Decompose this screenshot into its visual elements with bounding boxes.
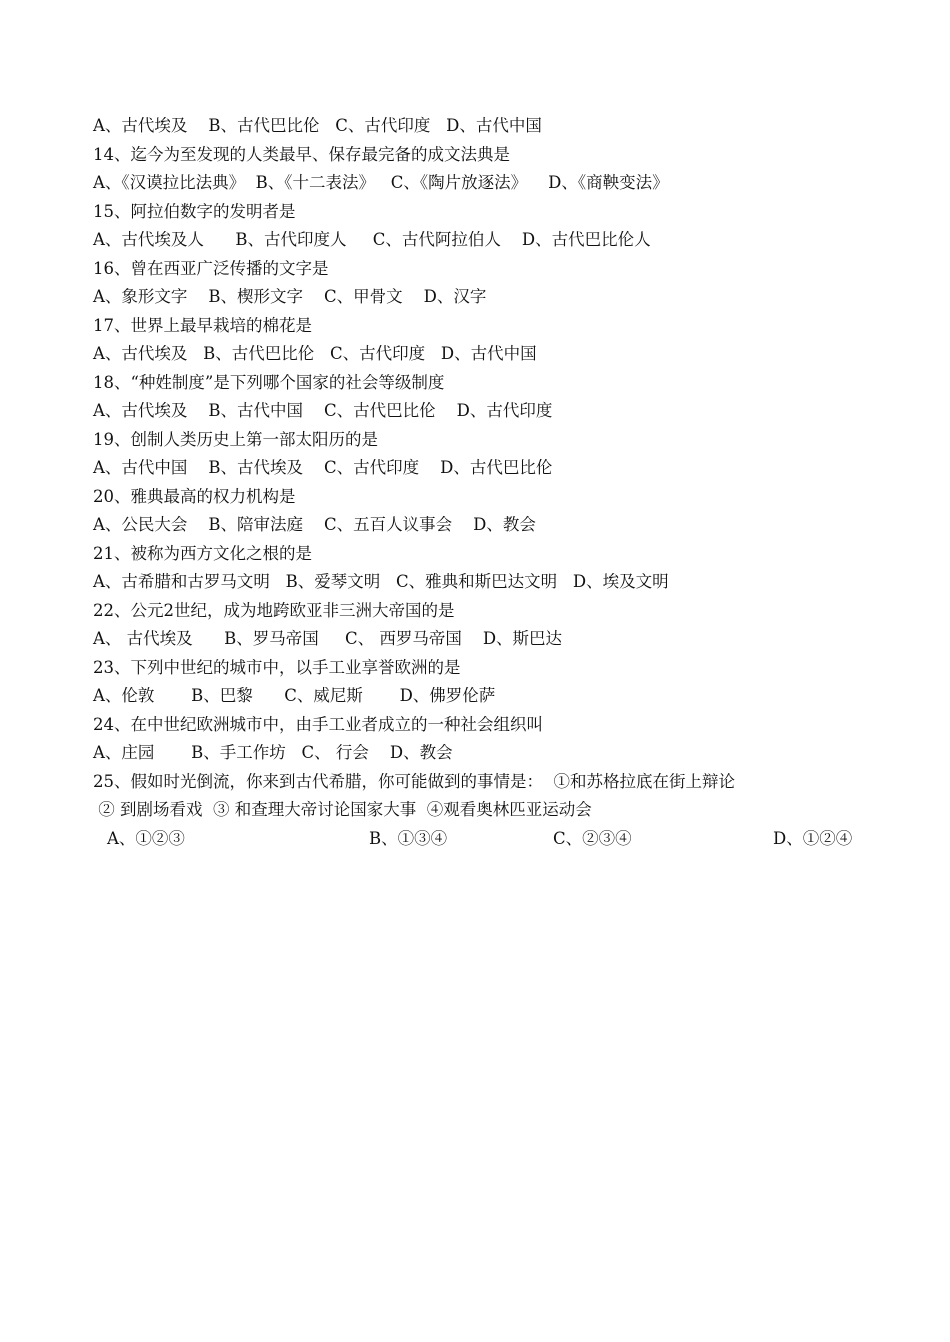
q21-options: A、古希腊和古罗马文明 B、爱琴文明 C、雅典和斯巴达文明 D、埃及文明 xyxy=(93,572,669,591)
q19-stem: 19、创制人类历史上第一部太阳历的是 xyxy=(93,429,378,449)
q25-option-b: B、①③④ xyxy=(369,828,448,848)
q18-stem: 18、“种姓制度”是下列哪个国家的社会等级制度 xyxy=(93,372,445,392)
q16-stem: 16、曾在西亚广泛传播的文字是 xyxy=(93,258,329,278)
q18-options: A、古代埃及 B、古代中国 C、古代巴比伦 D、古代印度 xyxy=(93,401,553,420)
q17-stem: 17、世界上最早栽培的棉花是 xyxy=(93,315,312,335)
q15-options: A、古代埃及人 B、古代印度人 C、古代阿拉伯人 D、古代巴比伦人 xyxy=(93,230,651,249)
q23-stem: 23、下列中世纪的城市中，以手工业享誉欧洲的是 xyxy=(93,657,461,677)
q25-option-d: D、①②④ xyxy=(773,828,853,848)
q17-options: A、古代埃及 B、古代巴比伦 C、古代印度 D、古代中国 xyxy=(93,344,537,363)
q24-options: A、庄园 B、手工作坊 C、 行会 D、教会 xyxy=(93,743,453,762)
q25-stem: 25、假如时光倒流，你来到古代希腊，你可能做到的事情是： ①和苏格拉底在街上辩论 xyxy=(93,771,735,791)
q20-options: A、公民大会 B、陪审法庭 C、五百人议事会 D、教会 xyxy=(93,515,536,534)
q19-options: A、古代中国 B、古代埃及 C、古代印度 D、古代巴比伦 xyxy=(93,458,553,477)
q16-options: A、象形文字 B、楔形文字 C、甲骨文 D、汉字 xyxy=(93,287,487,306)
q22-options: A、 古代埃及 B、罗马帝国 C、 西罗马帝国 D、斯巴达 xyxy=(93,629,563,648)
q25-statements: ② 到剧场看戏 ③ 和查理大帝讨论国家大事 ④观看奥林匹亚运动会 xyxy=(93,800,592,819)
q15-stem: 15、阿拉伯数字的发明者是 xyxy=(93,201,296,221)
q13-options: A、古代埃及 B、古代巴比伦 C、古代印度 D、古代中国 xyxy=(93,116,542,135)
q21-stem: 21、被称为西方文化之根的是 xyxy=(93,543,312,563)
q14-stem: 14、迄今为至发现的人类最早、保存最完备的成文法典是 xyxy=(93,144,510,164)
q25-options xyxy=(93,825,893,854)
q24-stem: 24、在中世纪欧洲城市中，由手工业者成立的一种社会组织叫 xyxy=(93,714,543,734)
q22-stem: 22、公元2世纪，成为地跨欧亚非三洲大帝国的是 xyxy=(93,600,455,620)
q23-options: A、伦敦 B、巴黎 C、威尼斯 D、佛罗伦萨 xyxy=(93,686,496,705)
q14-options: A、《汉谟拉比法典》 B、《十二表法》 C、《陶片放逐法》 D、《商鞅变法》 xyxy=(93,173,669,192)
question-list xyxy=(93,112,893,853)
q25-option-a: A、①②③ xyxy=(107,828,185,848)
q20-stem: 20、雅典最高的权力机构是 xyxy=(93,486,296,506)
q25-option-c: C、②③④ xyxy=(553,828,632,848)
